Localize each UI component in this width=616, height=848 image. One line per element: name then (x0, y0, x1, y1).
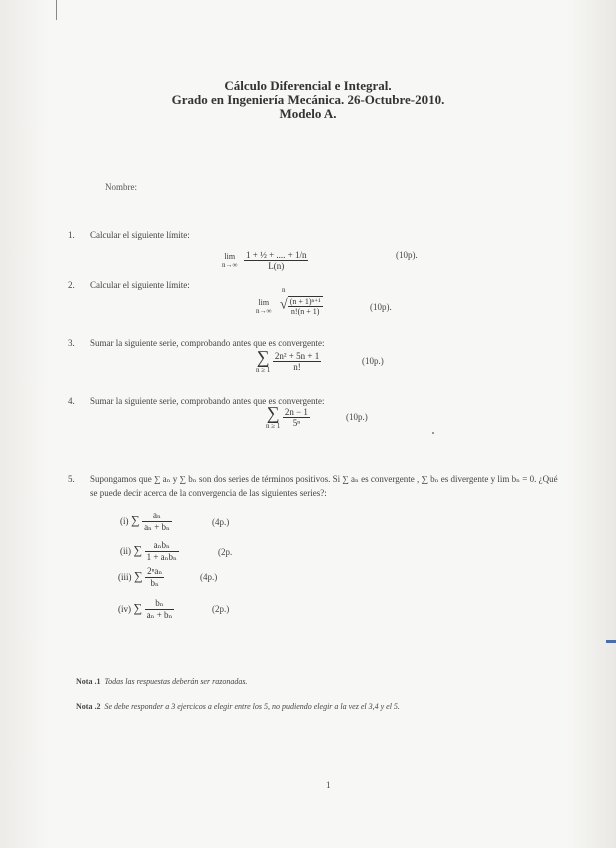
q1-lim-sub: n→∞ (222, 261, 238, 269)
page-number: 1 (326, 780, 331, 790)
question-5-text: Supongamos que ∑ aₙ y ∑ bₙ son dos series de términos positivos. Si ∑ aₙ es convergente , ∑ bₙ es divergente y lim bₙ = 0. ¿Qué se puede decir acerca de la convergencia de las siguientes series?: (90, 474, 558, 498)
question-4-points: (10p.) (346, 412, 368, 422)
subpart-iii-sum: ∑ (134, 568, 143, 583)
subpart-iii-denominator: bₙ (150, 578, 159, 588)
subpart-iv-numerator: bₙ (145, 598, 175, 610)
q1-denominator: L(n) (268, 261, 285, 271)
question-4-text: Sumar la siguiente serie, comprobando antes que es convergente: (90, 396, 325, 406)
question-2-text: Calcular el siguiente límite: (90, 280, 190, 290)
question-3-number: 3. (68, 338, 75, 348)
subpart-iv-points: (2p.) (212, 604, 230, 614)
q4-denominator: 5ⁿ (292, 417, 301, 428)
subpart-ii-denominator: 1 + aₙbₙ (146, 552, 177, 562)
q1-lim: lim (224, 252, 236, 261)
q3-series (256, 348, 321, 374)
q1-limit (222, 250, 308, 271)
scan-edge-line (56, 0, 57, 20)
subpart-iii-label: (iii) (118, 571, 132, 582)
subpart-ii-numerator: aₙbₙ (145, 540, 179, 552)
q3-sigma: ∑ (256, 347, 270, 367)
question-1-number: 1. (68, 230, 75, 240)
note-2-text: Se debe responder a 3 ejercicos a elegir entre los 5, no pudiendo elegir a la vez el 3,4 y el 5. (104, 702, 400, 711)
subpart-i-numerator: aₙ (142, 510, 172, 522)
q3-numerator: 2n² + 5n + 1 (274, 350, 320, 361)
subpart-iii-points: (4p.) (200, 572, 218, 582)
subpart-i-sum: ∑ (131, 512, 140, 527)
subpart-i-denominator: aₙ + bₙ (144, 522, 170, 532)
subpart-ii-sum: ∑ (133, 542, 143, 557)
question-3-text: Sumar la siguiente serie, comprobando antes que es convergente: (90, 338, 325, 348)
subpart-iv-label: (iv) (118, 603, 131, 614)
subpart-ii-label: (ii) (120, 545, 131, 556)
q1-numerator: 1 + ½ + .... + 1/n (246, 250, 307, 260)
model-label: Modelo A. (279, 106, 337, 121)
q4-sigma: ∑ (266, 403, 280, 423)
question-3-points: (10p.) (362, 356, 384, 366)
q2-lim: lim (258, 297, 270, 307)
scan-edge-mark (606, 640, 616, 643)
q3-denominator: n! (293, 361, 301, 372)
question-4-number: 4. (68, 396, 75, 406)
q2-root-index: n (282, 286, 286, 294)
note-1-label: Nota .1 (76, 677, 101, 686)
note-1-text: Todas las respuestas deberán ser razonadas. (104, 677, 248, 686)
subpart-iii-numerator: 2ⁿaₙ (147, 566, 163, 576)
subpart-i (120, 510, 172, 533)
q2-radicand-denominator: n!(n + 1) (290, 307, 320, 316)
q2-radicand-numerator: (n + 1)ⁿ⁺¹ (289, 297, 321, 306)
q4-numerator: 2n − 1 (284, 406, 308, 417)
q4-series (266, 404, 310, 430)
subpart-iii (118, 566, 164, 589)
subpart-iv-sum: ∑ (133, 600, 143, 615)
question-1-points: (10p). (396, 250, 418, 260)
q4-sigma-sub: n ≥ 1 (266, 422, 281, 430)
question-1-text: Calcular el siguiente límite: (90, 230, 190, 240)
question-5-number: 5. (68, 474, 75, 484)
note-2 (76, 702, 400, 711)
course-title: Cálculo Diferencial e Integral. (224, 78, 392, 93)
subpart-iv-denominator: aₙ + bₙ (146, 610, 173, 620)
q2-lim-sub: n→∞ (256, 306, 272, 315)
degree-date: Grado en Ingeniería Mecánica. 26-Octubre-2010. (171, 92, 445, 107)
q2-radical-sign: √ (280, 297, 288, 313)
note-2-label: Nota .2 (76, 702, 101, 711)
name-label: Nombre: (105, 182, 137, 192)
subpart-ii (120, 540, 179, 563)
question-2-number: 2. (68, 280, 75, 290)
note-1 (76, 677, 247, 686)
q2-limit (256, 286, 323, 316)
q3-sigma-sub: n ≥ 1 (256, 366, 271, 374)
scan-speck (432, 432, 434, 434)
question-2-points: (10p). (370, 302, 392, 312)
subpart-iv (118, 598, 174, 621)
subpart-ii-points: (2p. (218, 547, 233, 557)
subpart-i-points: (4p.) (212, 517, 230, 527)
subpart-i-label: (i) (120, 515, 129, 526)
